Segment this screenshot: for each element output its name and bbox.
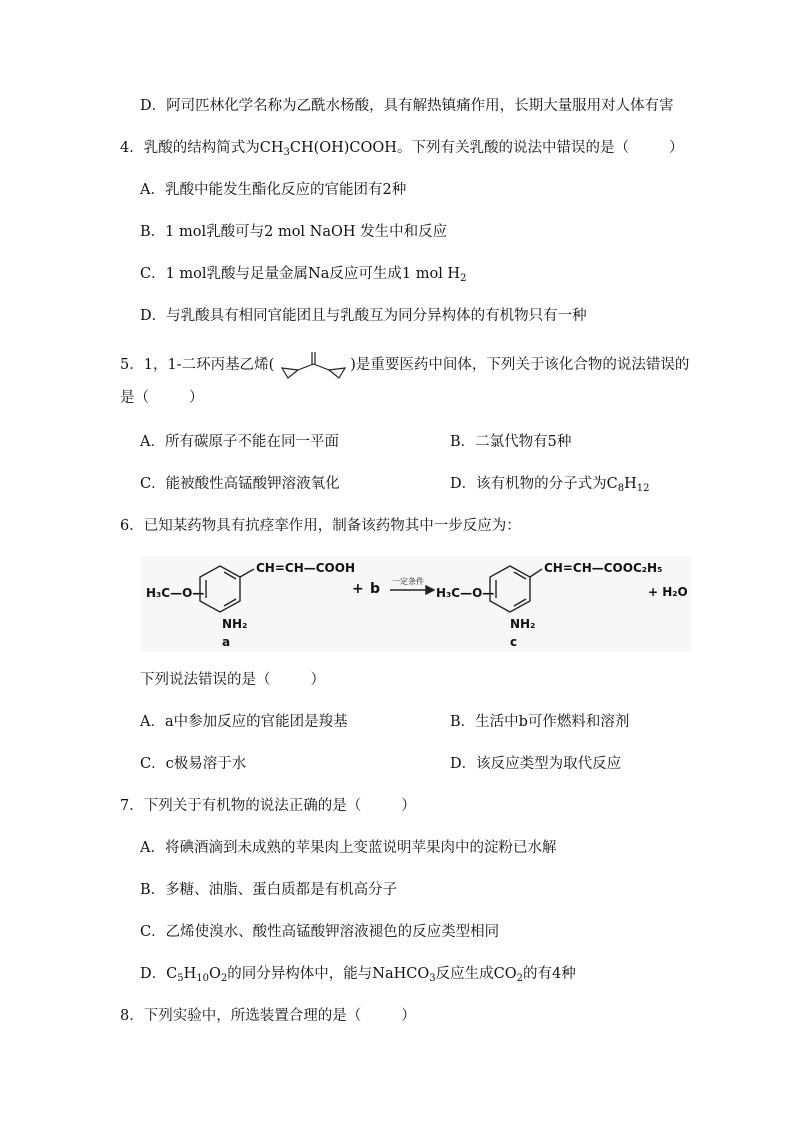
q6-stem: 6．已知某药物具有抗痉挛作用，制备该药物其中一步反应为： [120, 518, 521, 534]
q4-option-b: B．1 mol乳酸可与2 mol NaOH 发生中和反应 [140, 224, 448, 240]
q5-option-b: B．二氯代物有5种 [450, 434, 572, 450]
q6-option-d: D．该反应类型为取代反应 [450, 756, 622, 772]
q5-stem-line2: 是（ ） [120, 390, 204, 406]
q7-option-a: A．将碘酒滴到未成熟的苹果肉上变蓝说明苹果肉中的淀粉已水解 [140, 840, 557, 856]
c-benzene-ring [490, 566, 542, 612]
reaction-scheme [140, 556, 692, 652]
a-label: a [222, 635, 231, 649]
q6-prompt: 下列说法错误的是（ ） [140, 672, 325, 688]
q5-option-c: C．能被酸性高锰酸钾溶液氧化 [140, 476, 340, 492]
q7-stem: 7．下列关于有机物的说法正确的是（ ） [120, 798, 416, 814]
q3-option-d: D．阿司匹林化学名称为乙酰水杨酸，具有解热镇痛作用，长期大量服用对人体有害 [140, 98, 674, 114]
plus-sign: + [352, 581, 364, 597]
q4-option-c: C．1 mol乳酸与足量金属Na反应可生成1 mol $H_2$ [140, 266, 467, 284]
q5-option-a: A．所有碳原子不能在同一平面 [140, 434, 339, 450]
q7-option-c: C．乙烯使溴水、酸性高锰酸钾溶液褪色的反应类型相同 [140, 924, 500, 940]
water-product: + H₂O [648, 585, 688, 599]
q5-option-d: D．该有机物的分子式为$C_8H_{12}$ [450, 476, 650, 494]
q6-option-a: A．a中参加反应的官能团是羧基 [140, 714, 348, 730]
q8-stem: 8．下列实验中，所选装置合理的是（ ） [120, 1008, 416, 1024]
q4-option-d: D．与乳酸具有相同官能团且与乳酸互为同分异构体的有机物只有一种 [140, 308, 587, 324]
c-side-chain: CH=CH—COOC₂H₅ [544, 561, 663, 575]
q4-stem: 4．乳酸的结构简式为$CH_3CH(OH)COOH$。下列有关乳酸的说法中错误的是（ ） [120, 140, 684, 158]
q4-option-a: A．乳酸中能发生酯化反应的官能团有2种 [140, 182, 407, 198]
dicyclopropylethylene-structure [274, 350, 350, 380]
q6-option-b: B．生活中b可作燃料和溶剂 [450, 714, 630, 730]
a-benzene-ring [200, 566, 254, 612]
q6-option-c: C．c极易溶于水 [140, 756, 247, 772]
a-side-chain: CH=CH—COOH [256, 561, 356, 575]
q7-option-d: D．$C_5H_{10}O_2$的同分异构体中，能与NaHCO$_3$反应生成$CO_2$的有4种 [140, 966, 576, 984]
c-methoxy: H₃C—O— [436, 586, 495, 600]
reagent-b: b [370, 581, 381, 597]
reaction-arrow [390, 586, 434, 594]
arrow-condition: 一定条件 [392, 577, 424, 586]
q5-stem: 5．1，1-二环丙基乙烯( )是重要医药中间体，下列关于该化合物的说法错误的 [120, 350, 689, 380]
a-methoxy: H₃C—O— [146, 586, 205, 600]
q7-option-b: B．多糖、油脂、蛋白质都是有机高分子 [140, 882, 398, 898]
c-amino: NH₂ [510, 617, 536, 631]
a-amino: NH₂ [222, 617, 248, 631]
c-label: c [510, 635, 518, 649]
